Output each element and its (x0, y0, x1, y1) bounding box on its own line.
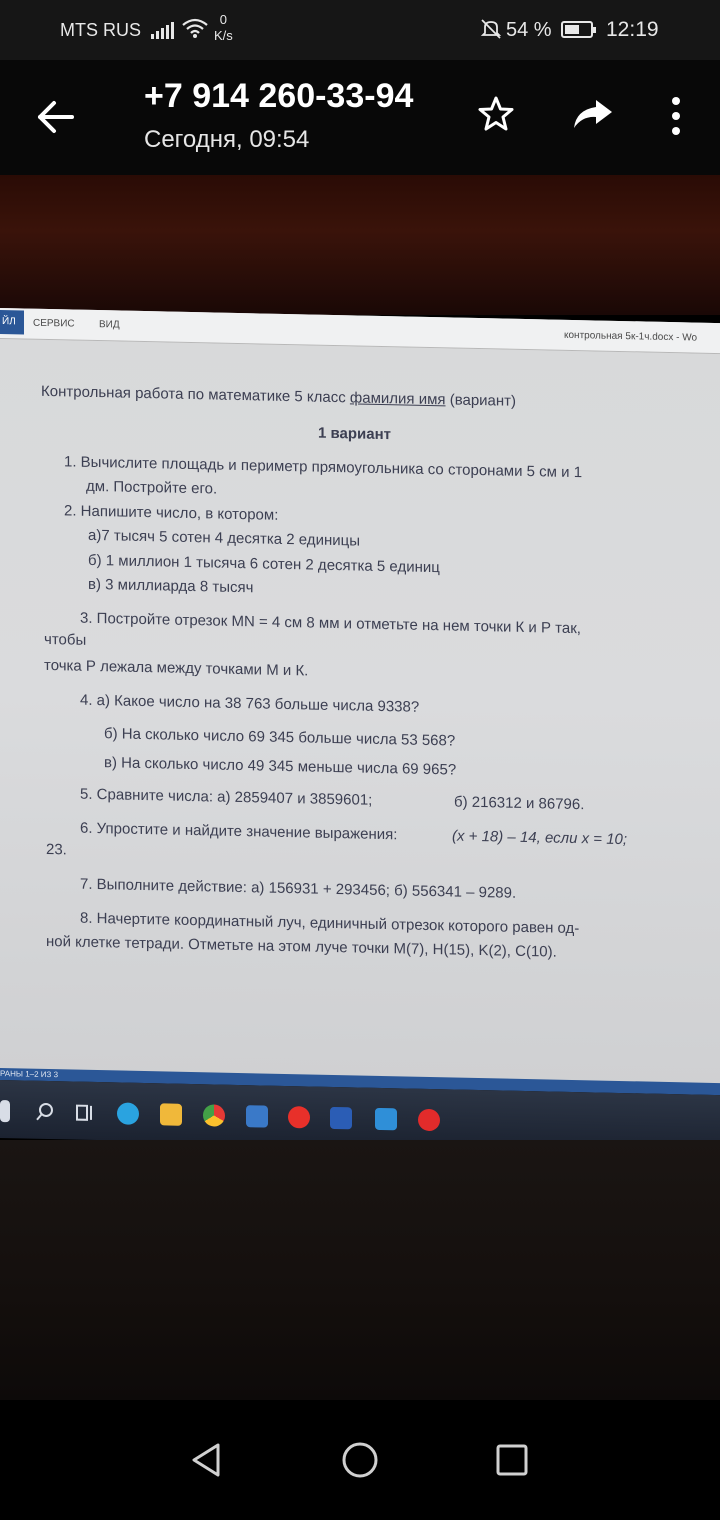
store-icon (246, 1105, 268, 1127)
doc-heading (41, 383, 516, 410)
chrome-icon (203, 1104, 225, 1126)
doc-line: в) На сколько число 49 345 меньше числа 69 965? (104, 754, 457, 779)
navigation-bar (0, 1400, 720, 1520)
doc-line: 3. Постройте отрезок MN = 4 см 8 мм и отметьте на нем точки К и Р так, (80, 609, 581, 638)
share-icon[interactable] (570, 94, 614, 134)
signal-icon (151, 19, 174, 39)
document-title: контрольная 5к-1ч.docx - Wo (564, 329, 698, 344)
document-page (0, 338, 720, 1053)
menu-view: ВИД (99, 319, 120, 331)
battery-icon (561, 21, 593, 38)
word-icon (330, 1107, 352, 1129)
more-vert-icon[interactable] (668, 96, 684, 136)
doc-line: 4. а) Какое число на 38 763 больше числа 9338? (80, 691, 420, 716)
yandex-icon (288, 1106, 310, 1128)
doc-line: б) На сколько число 69 345 больше числа 53 568? (104, 725, 456, 750)
doc-line: б) 1 миллион 1 тысяча 6 сотен 2 десятка 5 единиц (88, 551, 440, 577)
doc-line: 2. Напишите число, в котором: (64, 502, 279, 524)
mute-bell-icon (480, 18, 502, 45)
star-icon[interactable] (476, 94, 516, 134)
doc-line: 23. (46, 840, 67, 859)
doc-heading-underlined: фамилия имя (349, 389, 446, 409)
carrier-name: MTS RUS (60, 20, 141, 40)
word-status-bar: РАНЫ 1–2 ИЗ 3 (0, 1068, 720, 1095)
message-date: Сегодня, 09:54 (144, 126, 310, 153)
doc-line: в) 3 миллиарда 8 тысяч (88, 575, 254, 597)
home-circle-icon[interactable] (340, 1440, 380, 1480)
app-bar (0, 60, 720, 175)
doc-line: точка Р лежала между точками М и К. (44, 656, 309, 680)
net-speed (214, 12, 233, 44)
doc-line: ной клетке тетради. Отметьте на этом луче точки M(7), H(15), K(2), C(10). (46, 932, 557, 961)
doc-line: 5. Сравните числа: а) 2859407 и 3859601; (80, 785, 373, 809)
net-speed-value: 0 (219, 12, 228, 27)
photo-background-top (0, 175, 720, 315)
wifi-icon (181, 17, 209, 45)
doc-line: 6. Упростите и найдите значение выражения: (80, 819, 398, 844)
back-arrow-icon[interactable] (34, 95, 78, 139)
back-triangle-icon[interactable] (186, 1440, 226, 1480)
status-bar (0, 0, 720, 60)
menu-file-tab: ЙЛ (0, 310, 24, 335)
doc-line: 7. Выполните действие: а) 156931 + 293456; б) 556341 – 9289. (80, 875, 517, 902)
doc-heading-part: (вариант) (445, 391, 517, 410)
recents-square-icon[interactable] (492, 1440, 532, 1480)
clock: 12:19 (606, 18, 659, 41)
net-speed-unit: K/s (214, 28, 233, 43)
photo-background-bottom (0, 1140, 720, 1400)
doc-line: б) 216312 и 86796. (454, 793, 585, 814)
battery-percent: 54 % (506, 19, 552, 41)
opera-icon (418, 1109, 440, 1131)
doc-heading-part: Контрольная работа по математике 5 класс (41, 382, 350, 407)
doc-line: 8. Начертите координатный луч, единичный отрезок которого равен од- (80, 909, 580, 938)
doc-line: (x + 18) – 14, если x = 10; (452, 827, 628, 849)
menu-service: СЕРВИС (33, 317, 75, 330)
search-icon (34, 1101, 56, 1123)
contact-title: +7 914 260-33-94 (144, 77, 414, 115)
task-view-icon (74, 1102, 96, 1124)
explorer-icon (160, 1103, 182, 1125)
doc-line: чтобы (44, 630, 87, 649)
paint-icon (375, 1108, 397, 1130)
doc-line: дм. Постройте его. (86, 477, 218, 498)
doc-line: а)7 тысяч 5 сотен 4 десятка 2 единицы (88, 526, 360, 550)
doc-variant: 1 вариант (318, 424, 392, 444)
windows-icon (0, 1100, 10, 1122)
edge-icon (117, 1102, 139, 1124)
doc-line: 1. Вычислите площадь и периметр прямоугольника со сторонами 5 см и 1 (64, 453, 583, 482)
word-window (0, 308, 720, 1093)
